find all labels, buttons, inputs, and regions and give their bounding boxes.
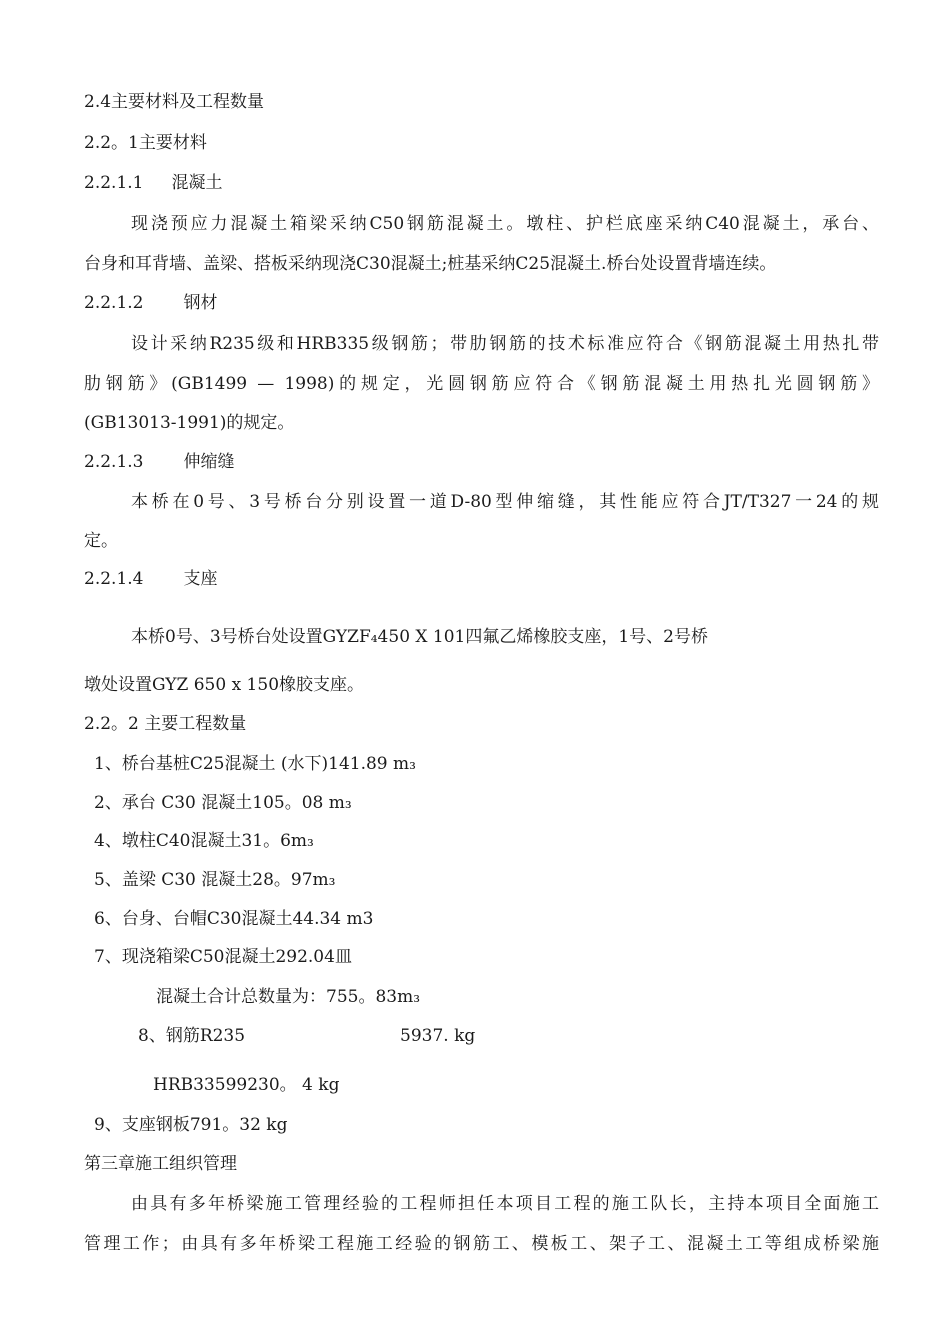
chapter-title: 第三章施工组织管理 (84, 1154, 237, 1174)
rebar-label: 8、钢筋R235 (138, 1026, 246, 1046)
paragraph-line: 设计采纳R235级和HRB335级钢筋；带肋钢筋的技术标准应符合《钢筋混凝土用热扎带 (131, 334, 879, 354)
rebar-hrb: HRB33599230。 4 kg (153, 1075, 340, 1095)
subsection-number: 2.2.1.2 (84, 293, 144, 313)
subsection-heading-bearing (84, 568, 217, 590)
subsection-title: 伸缩缝 (183, 452, 235, 472)
subsection-heading-steel (84, 292, 217, 314)
quantity-item: 2、承台 C30 混凝土105。08 m₃ (94, 793, 352, 813)
paragraph-line: 本桥0号、3号桥台处设置GYZF₄450 X 101四氟乙烯橡胶支座，1号、2号桥 (131, 627, 708, 647)
paragraph-line: 由具有多年桥梁施工管理经验的工程师担任本项目工程的施工队长，主持本项目全面施工 (131, 1194, 879, 1214)
section-heading-quantities: 2.2。2 主要工程数量 (84, 714, 247, 734)
subsection-title: 混凝土 (171, 173, 223, 193)
quantity-item: 9、支座钢板791。32 kg (94, 1115, 288, 1135)
subsection-number: 2.2.1.4 (84, 569, 144, 589)
quantity-item: 4、墩柱C40混凝土31。6m₃ (94, 831, 314, 851)
quantity-item: 1、桥台基桩C25混凝土 (水下)141.89 m₃ (94, 754, 416, 774)
section-heading-main-materials: 2.2。1主要材料 (84, 133, 207, 153)
paragraph-line: 肋钢筋》(GB1499 — 1998)的规定，光圆钢筋应符合《钢筋混凝土用热扎光圆钢筋》 (84, 374, 879, 394)
subsection-title: 支座 (183, 569, 218, 589)
paragraph-line: 墩处设置GYZ 650 x 150橡胶支座。 (84, 675, 365, 695)
section-heading-2-4: 2.4主要材料及工程数量 (84, 92, 265, 112)
rebar-value: 5937. kg (400, 1026, 476, 1046)
subsection-number: 2.2.1.1 (84, 173, 144, 193)
concrete-total: 混凝土合计总数量为：755。83m₃ (156, 987, 421, 1007)
paragraph-line: 定。 (84, 531, 118, 551)
subsection-heading-concrete (84, 172, 222, 194)
subsection-number: 2.2.1.3 (84, 452, 144, 472)
paragraph-line: (GB13013-1991)的规定。 (84, 413, 295, 433)
subsection-heading-expansion-joint (84, 451, 234, 473)
paragraph-line: 管理工作；由具有多年桥梁工程施工经验的钢筋工、模板工、架子工、混凝土工等组成桥梁施 (84, 1234, 879, 1254)
quantity-item: 7、现浇箱梁C50混凝土292.04皿 (94, 947, 352, 967)
paragraph-line: 台身和耳背墙、盖梁、搭板采纳现浇C30混凝土;桩基采纳C25混凝土.桥台处设置背墙连续。 (84, 254, 777, 274)
quantity-item: 5、盖梁 C30 混凝土28。97m₃ (94, 870, 336, 890)
paragraph-line: 本桥在0号、3号桥台分别设置一道D-80型伸缩缝，其性能应符合JT/T327一24的规 (131, 492, 879, 512)
paragraph-line: 现浇预应力混凝土箱梁采纳C50钢筋混凝土。墩柱、护栏底座采纳C40混凝土，承台、 (131, 214, 879, 234)
quantity-item: 6、台身、台帽C30混凝土44.34 m3 (94, 909, 374, 929)
subsection-title: 钢材 (183, 293, 218, 313)
